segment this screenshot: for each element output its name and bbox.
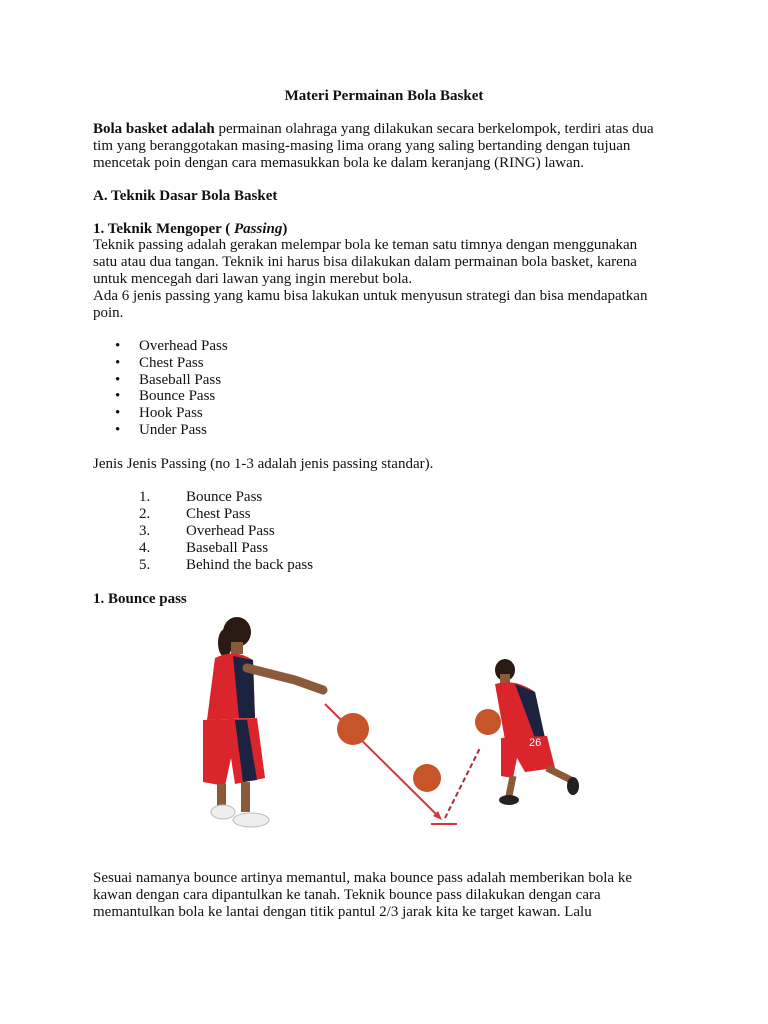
ball xyxy=(337,713,369,745)
paragraph-line: kawan dengan cara dipantulkan ke tanah. Teknik bounce pass dilakukan dengan cara xyxy=(93,887,601,903)
jersey-number: 26 xyxy=(529,737,542,749)
intro-line: tim yang beranggotakan masing-masing lima orang yang saling bertanding dengan tujuan xyxy=(93,138,631,154)
bullet-icon: • xyxy=(115,405,121,422)
bullet-icon: • xyxy=(115,371,121,388)
list-item: Chest Pass xyxy=(139,354,204,371)
paragraph-line: untuk mencegah dari lawan yang ingin merebut bola. xyxy=(93,271,413,287)
list-item: Chest Pass xyxy=(186,505,251,522)
paragraph-line: Teknik passing adalah gerakan melempar bola ke teman satu timnya dengan menggunakan xyxy=(93,237,638,253)
passing-heading: 1. Teknik Mengoper ( Passing) xyxy=(93,221,288,237)
intro-line: mencetak poin dengan cara memasukkan bola ke dalam keranjang (RING) lawan. xyxy=(93,155,585,171)
list-number: 3. xyxy=(139,522,151,539)
receiver-figure xyxy=(475,659,579,805)
list-number: 4. xyxy=(139,539,151,556)
paragraph-line: Jenis Jenis Passing (no 1-3 adalah jenis passing standar). xyxy=(93,456,434,472)
bounce-pass-illustration xyxy=(195,608,585,838)
bounce-heading: 1. Bounce pass xyxy=(93,591,187,607)
paragraph-line: Ada 6 jenis passing yang kamu bisa lakukan untuk menyusun strategi dan bisa mendapatkan xyxy=(93,288,648,304)
bullet-icon: • xyxy=(115,388,121,405)
list-item: Baseball Pass xyxy=(139,371,222,388)
paragraph-line: poin. xyxy=(93,305,124,321)
list-item: Overhead Pass xyxy=(139,338,228,354)
list-item: Bounce Pass xyxy=(186,489,263,505)
list-item: Under Pass xyxy=(139,422,207,438)
bullet-icon: • xyxy=(115,354,121,371)
list-item: Baseball Pass xyxy=(186,539,269,556)
intro-line: Bola basket adalah permainan olahraga yang dilakukan secara berkelompok, terdiri atas dua xyxy=(93,121,654,137)
list-number: 5. xyxy=(139,556,151,573)
bullet-icon: • xyxy=(115,338,121,354)
bullet-icon: • xyxy=(115,422,121,438)
list-item: Bounce Pass xyxy=(139,388,216,405)
ball xyxy=(413,764,441,792)
section-heading: A. Teknik Dasar Bola Basket xyxy=(93,188,278,204)
list-item: Overhead Pass xyxy=(186,522,275,539)
list-number: 1. xyxy=(139,489,151,505)
page-title: Materi Permainan Bola Basket xyxy=(284,88,484,104)
paragraph-line: satu atau dua tangan. Teknik ini harus bisa dilakukan dalam permainan bola basket, karena xyxy=(93,254,637,270)
list-item: Hook Pass xyxy=(139,405,203,422)
ball xyxy=(475,709,501,735)
paragraph-line: memantulkan bola ke lantai dengan titik pantul 2/3 jarak kita ke target kawan. Lalu xyxy=(93,904,592,920)
paragraph-line: Sesuai namanya bounce artinya memantul, maka bounce pass adalah memberikan bola ke xyxy=(93,870,632,886)
list-number: 2. xyxy=(139,505,151,522)
passer-figure xyxy=(203,617,323,827)
list-item: Behind the back pass xyxy=(186,556,314,573)
